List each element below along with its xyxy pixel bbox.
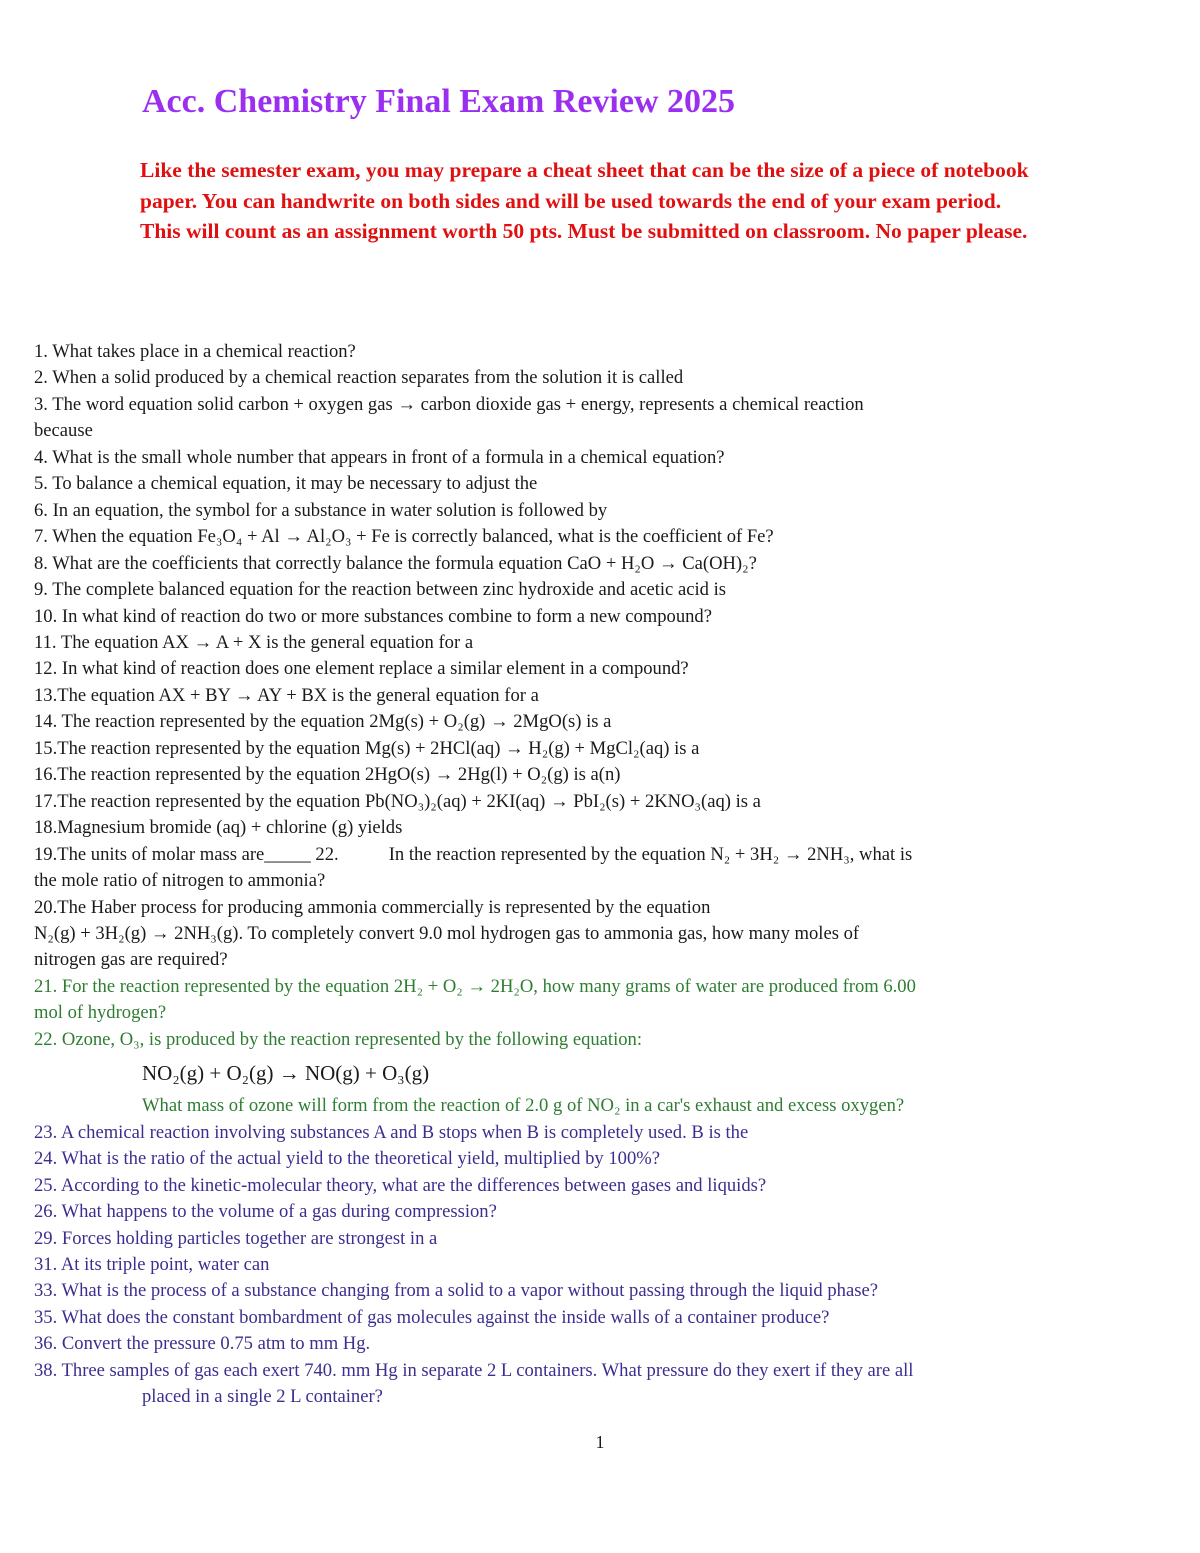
question-20-equation: N₂(g) + 3H₂(g) → 2NH₃(g). To completely convert 9.0 mol hydrogen gas to ammonia gas, how many moles of (34, 922, 860, 944)
question-10: 10. In what kind of reaction do two or more substances combine to form a new compound? (34, 605, 712, 627)
question-list (34, 339, 1169, 1411)
question-15: 15.The reaction represented by the equation Mg(s) + 2HCl(aq) → H₂(g) + MgCl₂(aq) is a (34, 737, 700, 759)
question-26: 26. What happens to the volume of a gas during compression? (34, 1201, 497, 1223)
question-38-continued: placed in a single 2 L container? (142, 1386, 383, 1408)
ozone-equation: NO₂(g) + O₂(g) → NO(g) + O₃(g) (142, 1061, 430, 1086)
question-6: 6. In an equation, the symbol for a substance in water solution is followed by (34, 499, 608, 521)
question-19: 19.The units of molar mass are_____ 22. (34, 843, 339, 865)
question-9: 9. The complete balanced equation for the reaction between zinc hydroxide and acetic acid is (34, 579, 726, 601)
question-22-prompt: What mass of ozone will form from the reaction of 2.0 g of NO₂ in a car's exhaust and excess oxygen? (142, 1095, 905, 1117)
question-13: 13.The equation AX + BY → AY + BX is the general equation for a (34, 684, 539, 706)
page-title: Acc. Chemistry Final Exam Review 2025 (142, 83, 736, 120)
question-31: 31. At its triple point, water can (34, 1253, 270, 1275)
question-25: 25. According to the kinetic-molecular theory, what are the differences between gases and liquids? (34, 1174, 767, 1196)
question-20-continued: nitrogen gas are required? (34, 949, 228, 971)
question-14: 14. The reaction represented by the equation 2Mg(s) + O₂(g) → 2MgO(s) is a (34, 711, 612, 733)
question-38: 38. Three samples of gas each exert 740. mm Hg in separate 2 L containers. What pressure do they exert if they are all (34, 1359, 914, 1381)
question-36: 36. Convert the pressure 0.75 atm to mm Hg. (34, 1333, 371, 1355)
intro-paragraph-cheat-sheet: Like the semester exam, you may prepare a cheat sheet that can be the size of a piece of notebook paper. You can handwrite on both sides and will be used towards the end of your exam period. (140, 158, 1029, 213)
question-7: 7. When the equation Fe₃O₄ + Al → Al₂O₃ + Fe is correctly balanced, what is the coefficient of Fe? (34, 526, 774, 548)
intro-paragraph-assignment: This will count as an assignment worth 50 pts. Must be submitted on classroom. No paper please. (140, 219, 1028, 243)
question-22-inline-continued: the mole ratio of nitrogen to ammonia? (34, 870, 326, 892)
question-8: 8. What are the coefficients that correctly balance the formula equation CaO + H₂O → Ca(OH)₂? (34, 552, 757, 574)
question-20: 20.The Haber process for producing ammonia commercially is represented by the equation (34, 896, 711, 918)
question-29: 29. Forces holding particles together are strongest in a (34, 1227, 438, 1249)
question-3-continued: because (34, 420, 93, 442)
question-35: 35. What does the constant bombardment of gas molecules against the inside walls of a container produce? (34, 1306, 830, 1328)
question-4: 4. What is the small whole number that appears in front of a formula in a chemical equation? (34, 446, 725, 468)
question-22: 22. Ozone, O₃, is produced by the reaction represented by the following equation: (34, 1028, 643, 1050)
question-21-continued: mol of hydrogen? (34, 1002, 167, 1024)
question-5: 5. To balance a chemical equation, it may be necessary to adjust the (34, 473, 538, 495)
question-23: 23. A chemical reaction involving substances A and B stops when B is completely used. B is the (34, 1121, 749, 1143)
question-18: 18.Magnesium bromide (aq) + chlorine (g) yields (34, 817, 403, 839)
question-22-inline: In the reaction represented by the equation N₂ + 3H₂ → 2NH₃, what is (388, 843, 913, 865)
intro-notice (140, 155, 1070, 247)
question-33: 33. What is the process of a substance changing from a solid to a vapor without passing through the liquid phase? (34, 1280, 878, 1302)
page-number: 1 (595, 1432, 605, 1452)
question-21: 21. For the reaction represented by the equation 2H₂ + O₂ → 2H₂O, how many grams of water are produced from 6.00 (34, 975, 916, 997)
question-16: 16.The reaction represented by the equation 2HgO(s) → 2Hg(l) + O₂(g) is a(n) (34, 764, 621, 786)
question-12: 12. In what kind of reaction does one element replace a similar element in a compound? (34, 658, 689, 680)
question-11: 11. The equation AX → A + X is the general equation for a (34, 631, 474, 653)
question-2: 2. When a solid produced by a chemical reaction separates from the solution it is called (34, 367, 684, 389)
question-17: 17.The reaction represented by the equation Pb(NO₃)₂(aq) + 2KI(aq) → PbI₂(s) + 2KNO₃(aq) is a (34, 790, 761, 812)
question-19-and-22 (34, 842, 1169, 868)
question-3: 3. The word equation solid carbon + oxygen gas → carbon dioxide gas + energy, represents a chemical reaction (34, 393, 864, 415)
question-24: 24. What is the ratio of the actual yield to the theoretical yield, multiplied by 100%? (34, 1148, 660, 1170)
question-1: 1. What takes place in a chemical reaction? (34, 341, 356, 362)
